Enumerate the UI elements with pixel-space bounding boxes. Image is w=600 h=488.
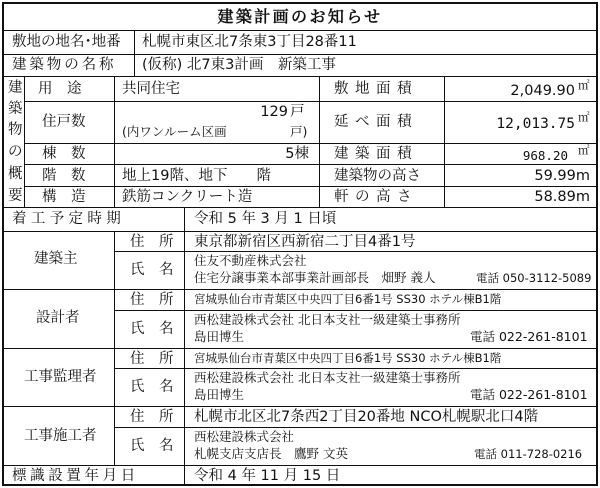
rule bbox=[4, 54, 596, 55]
owner-name-label: 氏 名 bbox=[130, 262, 174, 278]
site-value: 札幌市東区北7条東3丁目28番11 bbox=[142, 34, 357, 50]
floor-area-label: 延べ面積 bbox=[334, 114, 419, 130]
height-value: 59.99m bbox=[534, 168, 590, 184]
start-value: 令和 5 年 3 月 1 日頃 bbox=[194, 211, 337, 227]
supervisor-name-label: 氏 名 bbox=[130, 379, 174, 395]
contractor-role: 工事施工者 bbox=[24, 428, 97, 444]
rule bbox=[4, 465, 596, 466]
rule bbox=[114, 368, 596, 369]
buildings-value: 5棟 bbox=[285, 146, 309, 162]
building-area-unit: ㎡ bbox=[578, 143, 590, 157]
floors-label: 階 数 bbox=[42, 168, 86, 184]
contractor-address: 札幌市北区北7条西2丁目20番地 NCO札幌駅北口4階 bbox=[194, 409, 539, 425]
owner-role: 建築主 bbox=[34, 251, 78, 267]
overview-label-6: 要 bbox=[8, 188, 23, 204]
rule bbox=[114, 76, 115, 207]
rule bbox=[184, 207, 185, 231]
rule bbox=[4, 76, 596, 77]
rule bbox=[24, 76, 25, 207]
units-unit: 戸 bbox=[290, 104, 305, 120]
designer-name-label: 氏 名 bbox=[130, 321, 174, 337]
overview-label-5: 概 bbox=[8, 166, 23, 182]
rule bbox=[134, 30, 135, 76]
rule bbox=[24, 186, 596, 187]
rule bbox=[444, 76, 445, 207]
page-title: 建築計画のお知らせ bbox=[217, 7, 383, 26]
overview-label-3: 物 bbox=[8, 122, 23, 138]
eave-value: 58.89m bbox=[534, 189, 590, 205]
rule bbox=[319, 76, 320, 207]
rule bbox=[114, 251, 596, 252]
rule bbox=[114, 310, 596, 311]
rule bbox=[4, 207, 596, 208]
posted-value: 令和 4 年 11 月 15 日 bbox=[194, 468, 341, 484]
units-sub-unit: 戸) bbox=[290, 124, 308, 139]
building-name-label: 建築物の名称 bbox=[12, 57, 117, 73]
use-label: 用 途 bbox=[38, 81, 82, 97]
building-area-label: 建築面積 bbox=[334, 146, 419, 162]
notice-board bbox=[2, 2, 598, 486]
rule bbox=[184, 465, 185, 486]
contractor-tel: 電話 011-728-0216 bbox=[474, 447, 583, 461]
owner-name2: 住宅分譲事業本部事業計画部長 畑野 義人 bbox=[194, 270, 436, 285]
overview-label-2: 築 bbox=[8, 101, 23, 117]
rule bbox=[4, 30, 596, 31]
rule bbox=[184, 231, 185, 465]
designer-name1: 西松建設株式会社 北日本支社一級建築士事務所 bbox=[194, 312, 461, 327]
designer-role: 設計者 bbox=[36, 310, 80, 326]
rule bbox=[114, 231, 115, 465]
designer-address-label: 住 所 bbox=[130, 292, 174, 308]
structure-label: 構 造 bbox=[42, 189, 86, 205]
site-area-value: 2,049.90 bbox=[510, 83, 575, 99]
structure-value: 鉄筋コンクリート造 bbox=[122, 189, 253, 205]
building-name-value: (仮称) 北7東3計画 新築工事 bbox=[142, 57, 336, 73]
site-label: 敷地の地名･地番 bbox=[12, 34, 121, 50]
contractor-name2: 札幌支店支店長 鷹野 文英 bbox=[194, 446, 348, 461]
rule bbox=[24, 101, 596, 102]
buildings-label: 棟 数 bbox=[42, 146, 86, 162]
rule bbox=[4, 406, 596, 407]
contractor-address-label: 住 所 bbox=[130, 409, 174, 425]
designer-tel: 電話 022-261-8101 bbox=[470, 329, 588, 344]
contractor-name1: 西松建設株式会社 bbox=[194, 429, 295, 444]
rule bbox=[24, 164, 596, 165]
overview-label-4: の bbox=[8, 144, 23, 160]
site-area-unit: ㎡ bbox=[578, 78, 590, 92]
supervisor-tel: 電話 022-261-8101 bbox=[470, 387, 588, 402]
rule bbox=[4, 231, 596, 232]
contractor-name-label: 氏 名 bbox=[130, 438, 174, 454]
floor-area-value: 12,013.75 bbox=[496, 116, 575, 132]
floor-area-unit: ㎡ bbox=[578, 110, 590, 124]
building-area-value: 968.20 bbox=[522, 148, 568, 163]
units-value: 129 bbox=[260, 104, 288, 120]
rule bbox=[114, 427, 596, 428]
supervisor-name1: 西松建設株式会社 北日本支社一級建築士事務所 bbox=[194, 370, 461, 385]
owner-name1: 住友不動産株式会社 bbox=[194, 253, 307, 268]
supervisor-role: 工事監理者 bbox=[24, 369, 97, 385]
floors-value: 地上19階、地下 階 bbox=[122, 168, 271, 184]
owner-address: 東京都新宿区西新宿二丁目4番1号 bbox=[194, 234, 416, 250]
use-value: 共同住宅 bbox=[122, 81, 180, 97]
supervisor-address-label: 住 所 bbox=[130, 351, 174, 367]
height-label: 建築物の高さ bbox=[334, 168, 421, 184]
designer-address: 宮城県仙台市青葉区中央四丁目6番1号 SS30 ホテル棟B1階 bbox=[194, 292, 502, 306]
owner-tel: 電話 050-3112-5089 bbox=[476, 271, 592, 285]
units-sub: (内ワンルーム区画 bbox=[122, 124, 227, 139]
rule bbox=[4, 289, 596, 290]
rule bbox=[4, 348, 596, 349]
rule bbox=[24, 143, 596, 144]
designer-name2: 島田博生 bbox=[194, 329, 245, 344]
eave-label: 軒の高さ bbox=[334, 189, 419, 205]
owner-address-label: 住 所 bbox=[130, 234, 174, 250]
supervisor-address: 宮城県仙台市青葉区中央四丁目6番1号 SS30 ホテル棟B1階 bbox=[194, 351, 502, 365]
supervisor-name2: 島田博生 bbox=[194, 387, 245, 402]
overview-label-1: 建 bbox=[8, 80, 23, 96]
units-label: 住戸数 bbox=[42, 114, 86, 130]
start-label: 着工予定時期 bbox=[12, 211, 126, 227]
posted-label: 標識設置年月日 bbox=[12, 468, 139, 484]
site-area-label: 敷地面積 bbox=[334, 81, 419, 97]
